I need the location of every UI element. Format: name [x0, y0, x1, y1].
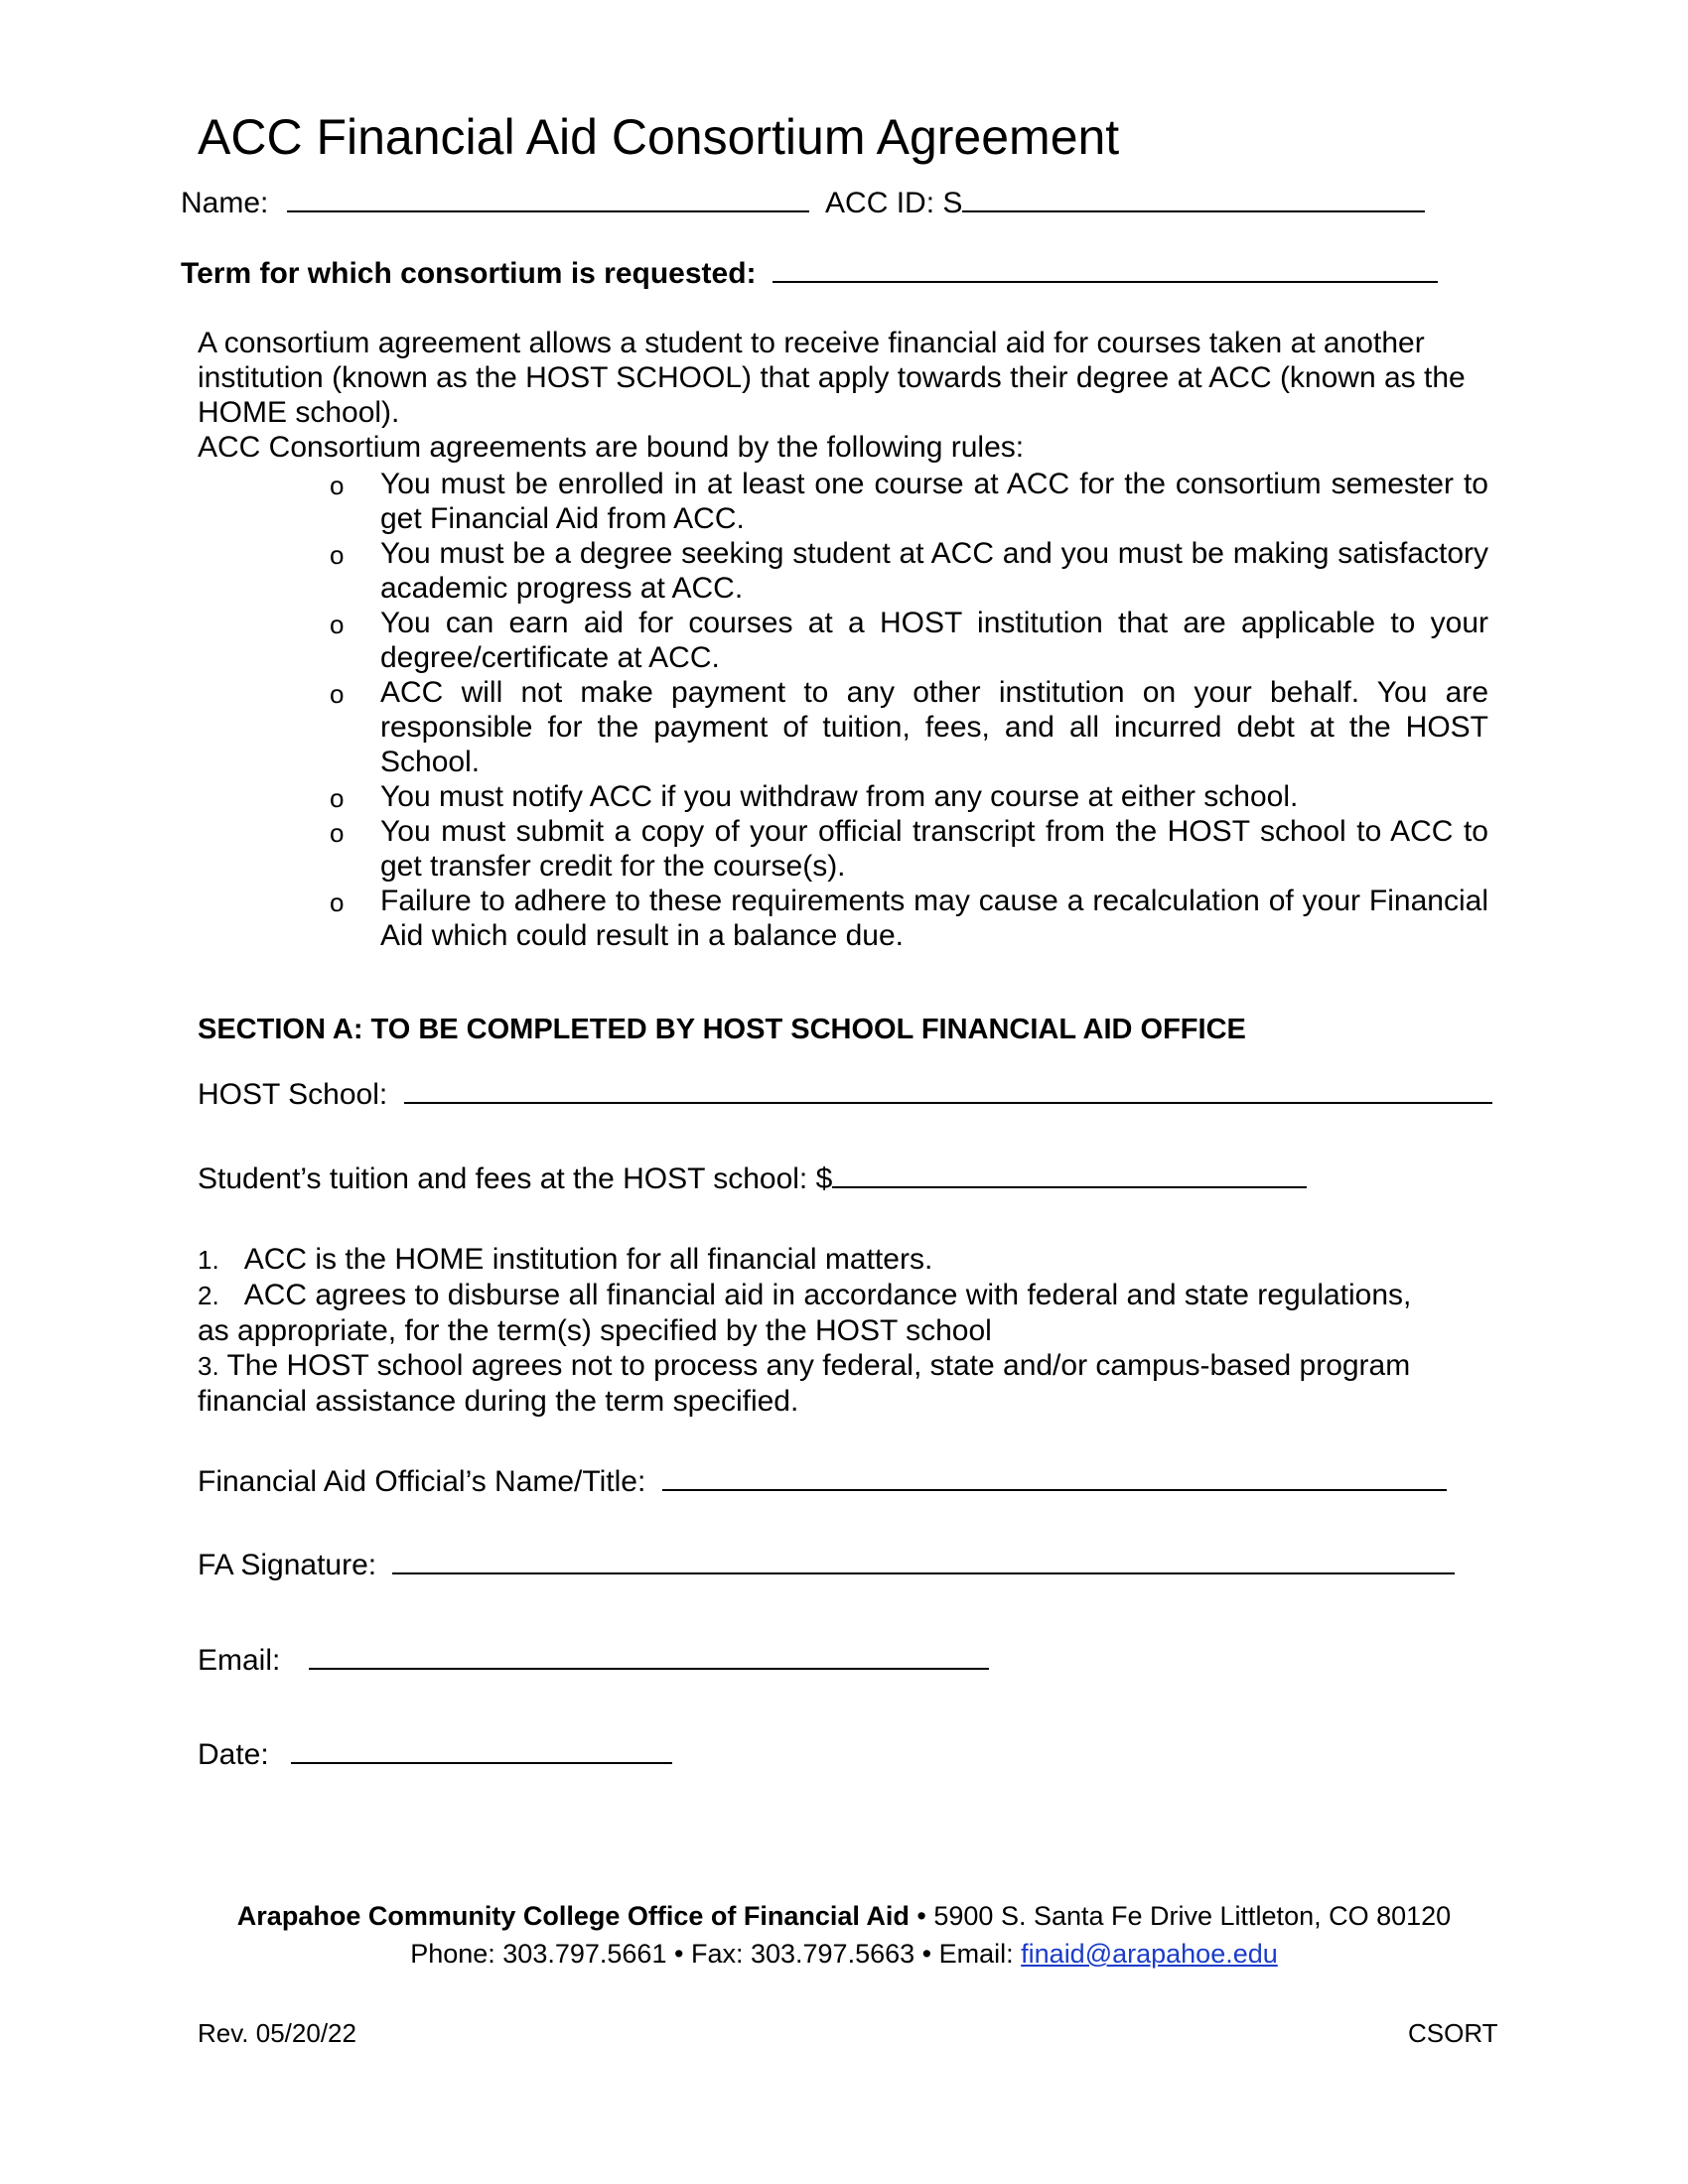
rule-text: You can earn aid for courses at a HOST institution that are applicable to your degree/certificate at ACC.: [380, 607, 1488, 674]
list-item: [198, 675, 1488, 779]
list-item: [198, 814, 1488, 884]
signature-field[interactable]: [392, 1571, 1455, 1574]
bullet: o: [330, 887, 345, 917]
term-field[interactable]: [773, 280, 1438, 283]
section-a-title: SECTION A: TO BE COMPLETED BY HOST SCHOOL FINANCIAL AID OFFICE: [198, 1014, 1246, 1045]
fax: Fax: 303.797.5663: [690, 1939, 915, 1969]
office-address: 5900 S. Santa Fe Drive Littleton, CO 80120: [933, 1901, 1452, 1931]
rule-text: You must be enrolled in at least one course at ACC for the consortium semester to get Financial Aid from ACC.: [380, 468, 1488, 535]
name-id-row: [181, 184, 1425, 223]
date-field[interactable]: [291, 1761, 672, 1764]
list-item: [198, 1278, 1439, 1348]
rule-text: ACC will not make payment to any other institution on your behalf. You are responsible for the payment of tuition, fees, and all incurred debt at the HOST School.: [380, 676, 1488, 778]
rule-text: You must be a degree seeking student at ACC and you must be making satisfactory academic progress at ACC.: [380, 537, 1488, 605]
item-text: ACC is the HOME institution for all financial matters.: [243, 1243, 933, 1276]
revision-date: Rev. 05/20/22: [198, 2018, 356, 2048]
rule-text: You must submit a copy of your official transcript from the HOST school to ACC to get transfer credit for the course(s).: [380, 815, 1488, 883]
separator: •: [673, 1939, 684, 1969]
official-row: [198, 1462, 1447, 1502]
list-item: [198, 884, 1488, 953]
tuition-row: [198, 1160, 1307, 1199]
tuition-field[interactable]: [832, 1185, 1307, 1188]
rule-text: You must notify ACC if you withdraw from any course at either school.: [380, 780, 1299, 813]
email-contact-label: Email:: [938, 1939, 1014, 1969]
list-item: [198, 1242, 1488, 1278]
list-item: [198, 467, 1488, 536]
bullet: o: [330, 610, 345, 639]
bullet: o: [330, 783, 345, 813]
rules-heading: ACC Consortium agreements are bound by the following rules:: [198, 431, 1025, 464]
date-row: [198, 1735, 672, 1775]
bullet: o: [330, 818, 345, 848]
page-title: ACC Financial Aid Consortium Agreement: [198, 109, 1120, 165]
phone: Phone: 303.797.5661: [410, 1939, 667, 1969]
name-label: Name:: [181, 187, 269, 219]
term-label: Term for which consortium is requested:: [181, 257, 757, 290]
footer-contact: [0, 1936, 1688, 1972]
list-item: [198, 606, 1488, 675]
item-text: The HOST school agrees not to process any federal, state and/or campus-based program financial assistance during the term specified.: [198, 1349, 1411, 1418]
item-number: 1.: [198, 1245, 219, 1275]
name-field[interactable]: [287, 209, 809, 212]
list-item: [198, 779, 1488, 814]
list-item: [198, 1348, 1439, 1419]
email-link[interactable]: finaid@arapahoe.edu: [1021, 1939, 1278, 1969]
bullet: o: [330, 540, 345, 570]
host-school-label: HOST School:: [198, 1078, 388, 1111]
signature-row: [198, 1546, 1455, 1585]
official-field[interactable]: [662, 1488, 1447, 1491]
email-row: [198, 1641, 989, 1681]
official-label: Financial Aid Official’s Name/Title:: [198, 1465, 646, 1498]
rule-text: Failure to adhere to these requirements may cause a recalculation of your Financial Aid which could result in a balance due.: [380, 885, 1488, 952]
email-field[interactable]: [309, 1667, 989, 1670]
tuition-label: Student’s tuition and fees at the HOST school: $: [198, 1162, 833, 1195]
rules-list: [198, 467, 1488, 953]
intro-paragraph: A consortium agreement allows a student to receive financial aid for courses taken at another institution (known as the HOST SCHOOL) that apply towards their degree at ACC (known as the HOME school).: [198, 327, 1466, 429]
signature-label: FA Signature:: [198, 1549, 377, 1581]
list-item: [198, 536, 1488, 606]
item-number: 2.: [198, 1281, 219, 1310]
date-label: Date:: [198, 1738, 269, 1771]
acc-id-label: ACC ID: S: [825, 187, 963, 219]
item-number: 3.: [198, 1351, 219, 1381]
bullet: o: [330, 471, 345, 500]
host-school-field[interactable]: [404, 1101, 1492, 1104]
form-code: CSORT: [1408, 2018, 1498, 2048]
host-school-row: [198, 1075, 1492, 1115]
intro-text: [198, 326, 1488, 465]
separator: •: [916, 1901, 926, 1931]
acc-id-field[interactable]: [962, 209, 1425, 212]
footer-address: [0, 1898, 1688, 1934]
bullet: o: [330, 679, 345, 709]
term-row: [181, 254, 1438, 294]
item-text: ACC agrees to disburse all financial aid in accordance with federal and state regulations, as appropriate, for the term(s) specified by the HOST school: [198, 1279, 1412, 1347]
agreement-list: [198, 1242, 1488, 1419]
office-name: Arapahoe Community College Office of Financial Aid: [236, 1901, 910, 1931]
separator: •: [921, 1939, 932, 1969]
email-label: Email:: [198, 1644, 281, 1677]
